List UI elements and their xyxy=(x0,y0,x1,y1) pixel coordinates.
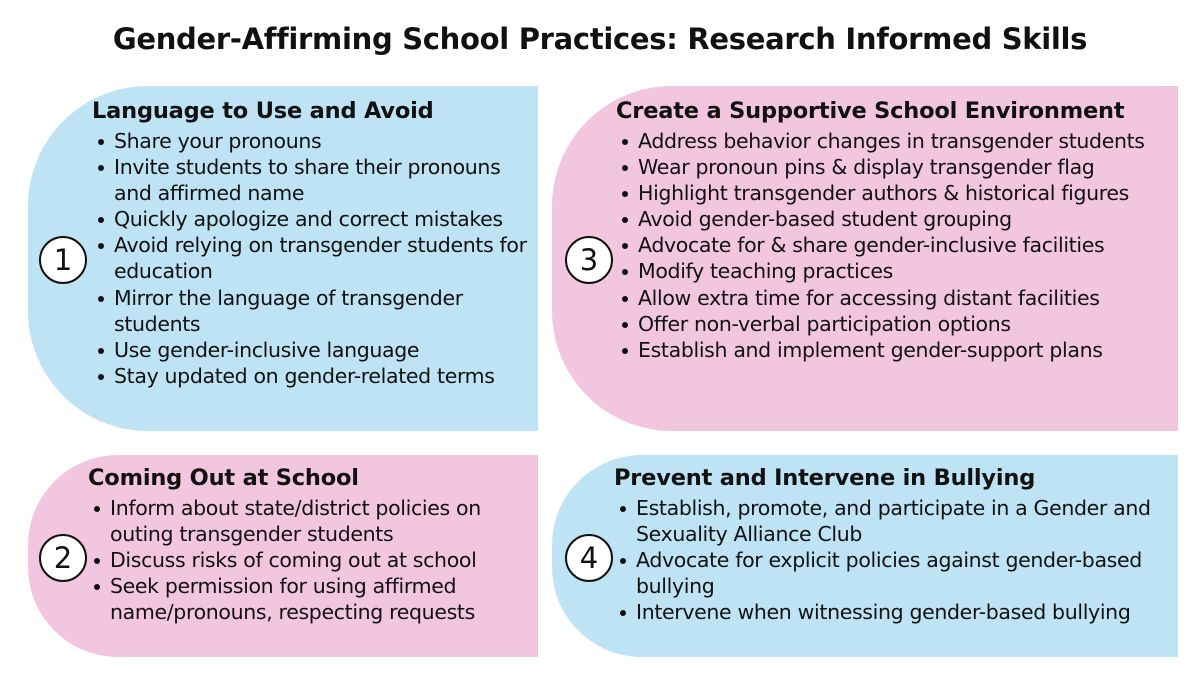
section-heading: Prevent and Intervene in Bullying xyxy=(614,465,1036,491)
page-title: Gender-Affirming School Practices: Research Informed Skills xyxy=(112,22,1088,56)
practice-list xyxy=(614,495,1174,625)
section-number-badge: 1 xyxy=(39,236,87,284)
section-number-badge: 3 xyxy=(565,236,613,284)
list-item: Offer non-verbal participation options xyxy=(616,311,1174,337)
list-item: Stay updated on gender-related terms xyxy=(92,363,534,389)
practice-list xyxy=(92,128,534,389)
list-item: Establish and implement gender-support plans xyxy=(616,337,1174,363)
list-item: Highlight transgender authors & historical figures xyxy=(616,180,1174,206)
section-content xyxy=(616,94,1174,363)
list-item: Use gender-inclusive language xyxy=(92,337,534,363)
section-language xyxy=(28,86,538,431)
list-item: Inform about state/district policies on outing transgender students xyxy=(88,495,534,547)
list-item: Share your pronouns xyxy=(92,128,534,154)
list-item: Advocate for & share gender-inclusive facilities xyxy=(616,232,1174,258)
section-heading: Language to Use and Avoid xyxy=(92,98,434,124)
list-item: Discuss risks of coming out at school xyxy=(88,547,534,573)
list-item: Modify teaching practices xyxy=(616,258,1174,284)
section-content xyxy=(92,94,534,389)
list-item: Address behavior changes in transgender students xyxy=(616,128,1174,154)
list-item: Avoid relying on transgender students for education xyxy=(92,232,534,284)
section-content xyxy=(614,461,1174,625)
section-coming-out xyxy=(28,455,538,657)
list-item: Allow extra time for accessing distant facilities xyxy=(616,285,1174,311)
list-item: Avoid gender-based student grouping xyxy=(616,206,1174,232)
section-supportive-environment xyxy=(552,86,1178,431)
list-item: Establish, promote, and participate in a Gender and Sexuality Alliance Club xyxy=(614,495,1174,547)
list-item: Mirror the language of transgender students xyxy=(92,285,534,337)
list-item: Intervene when witnessing gender-based bullying xyxy=(614,599,1174,625)
section-bullying xyxy=(552,455,1178,657)
section-heading: Create a Supportive School Environment xyxy=(616,98,1125,124)
section-number-badge: 4 xyxy=(565,534,613,582)
practice-list xyxy=(88,495,534,625)
list-item: Invite students to share their pronouns and affirmed name xyxy=(92,154,534,206)
list-item: Wear pronoun pins & display transgender flag xyxy=(616,154,1174,180)
practice-list xyxy=(616,128,1174,363)
list-item: Quickly apologize and correct mistakes xyxy=(92,206,534,232)
section-number-badge: 2 xyxy=(39,534,87,582)
list-item: Advocate for explicit policies against gender-based bullying xyxy=(614,547,1174,599)
section-content xyxy=(88,461,534,625)
list-item: Seek permission for using affirmed name/pronouns, respecting requests xyxy=(88,573,534,625)
section-heading: Coming Out at School xyxy=(88,465,359,491)
